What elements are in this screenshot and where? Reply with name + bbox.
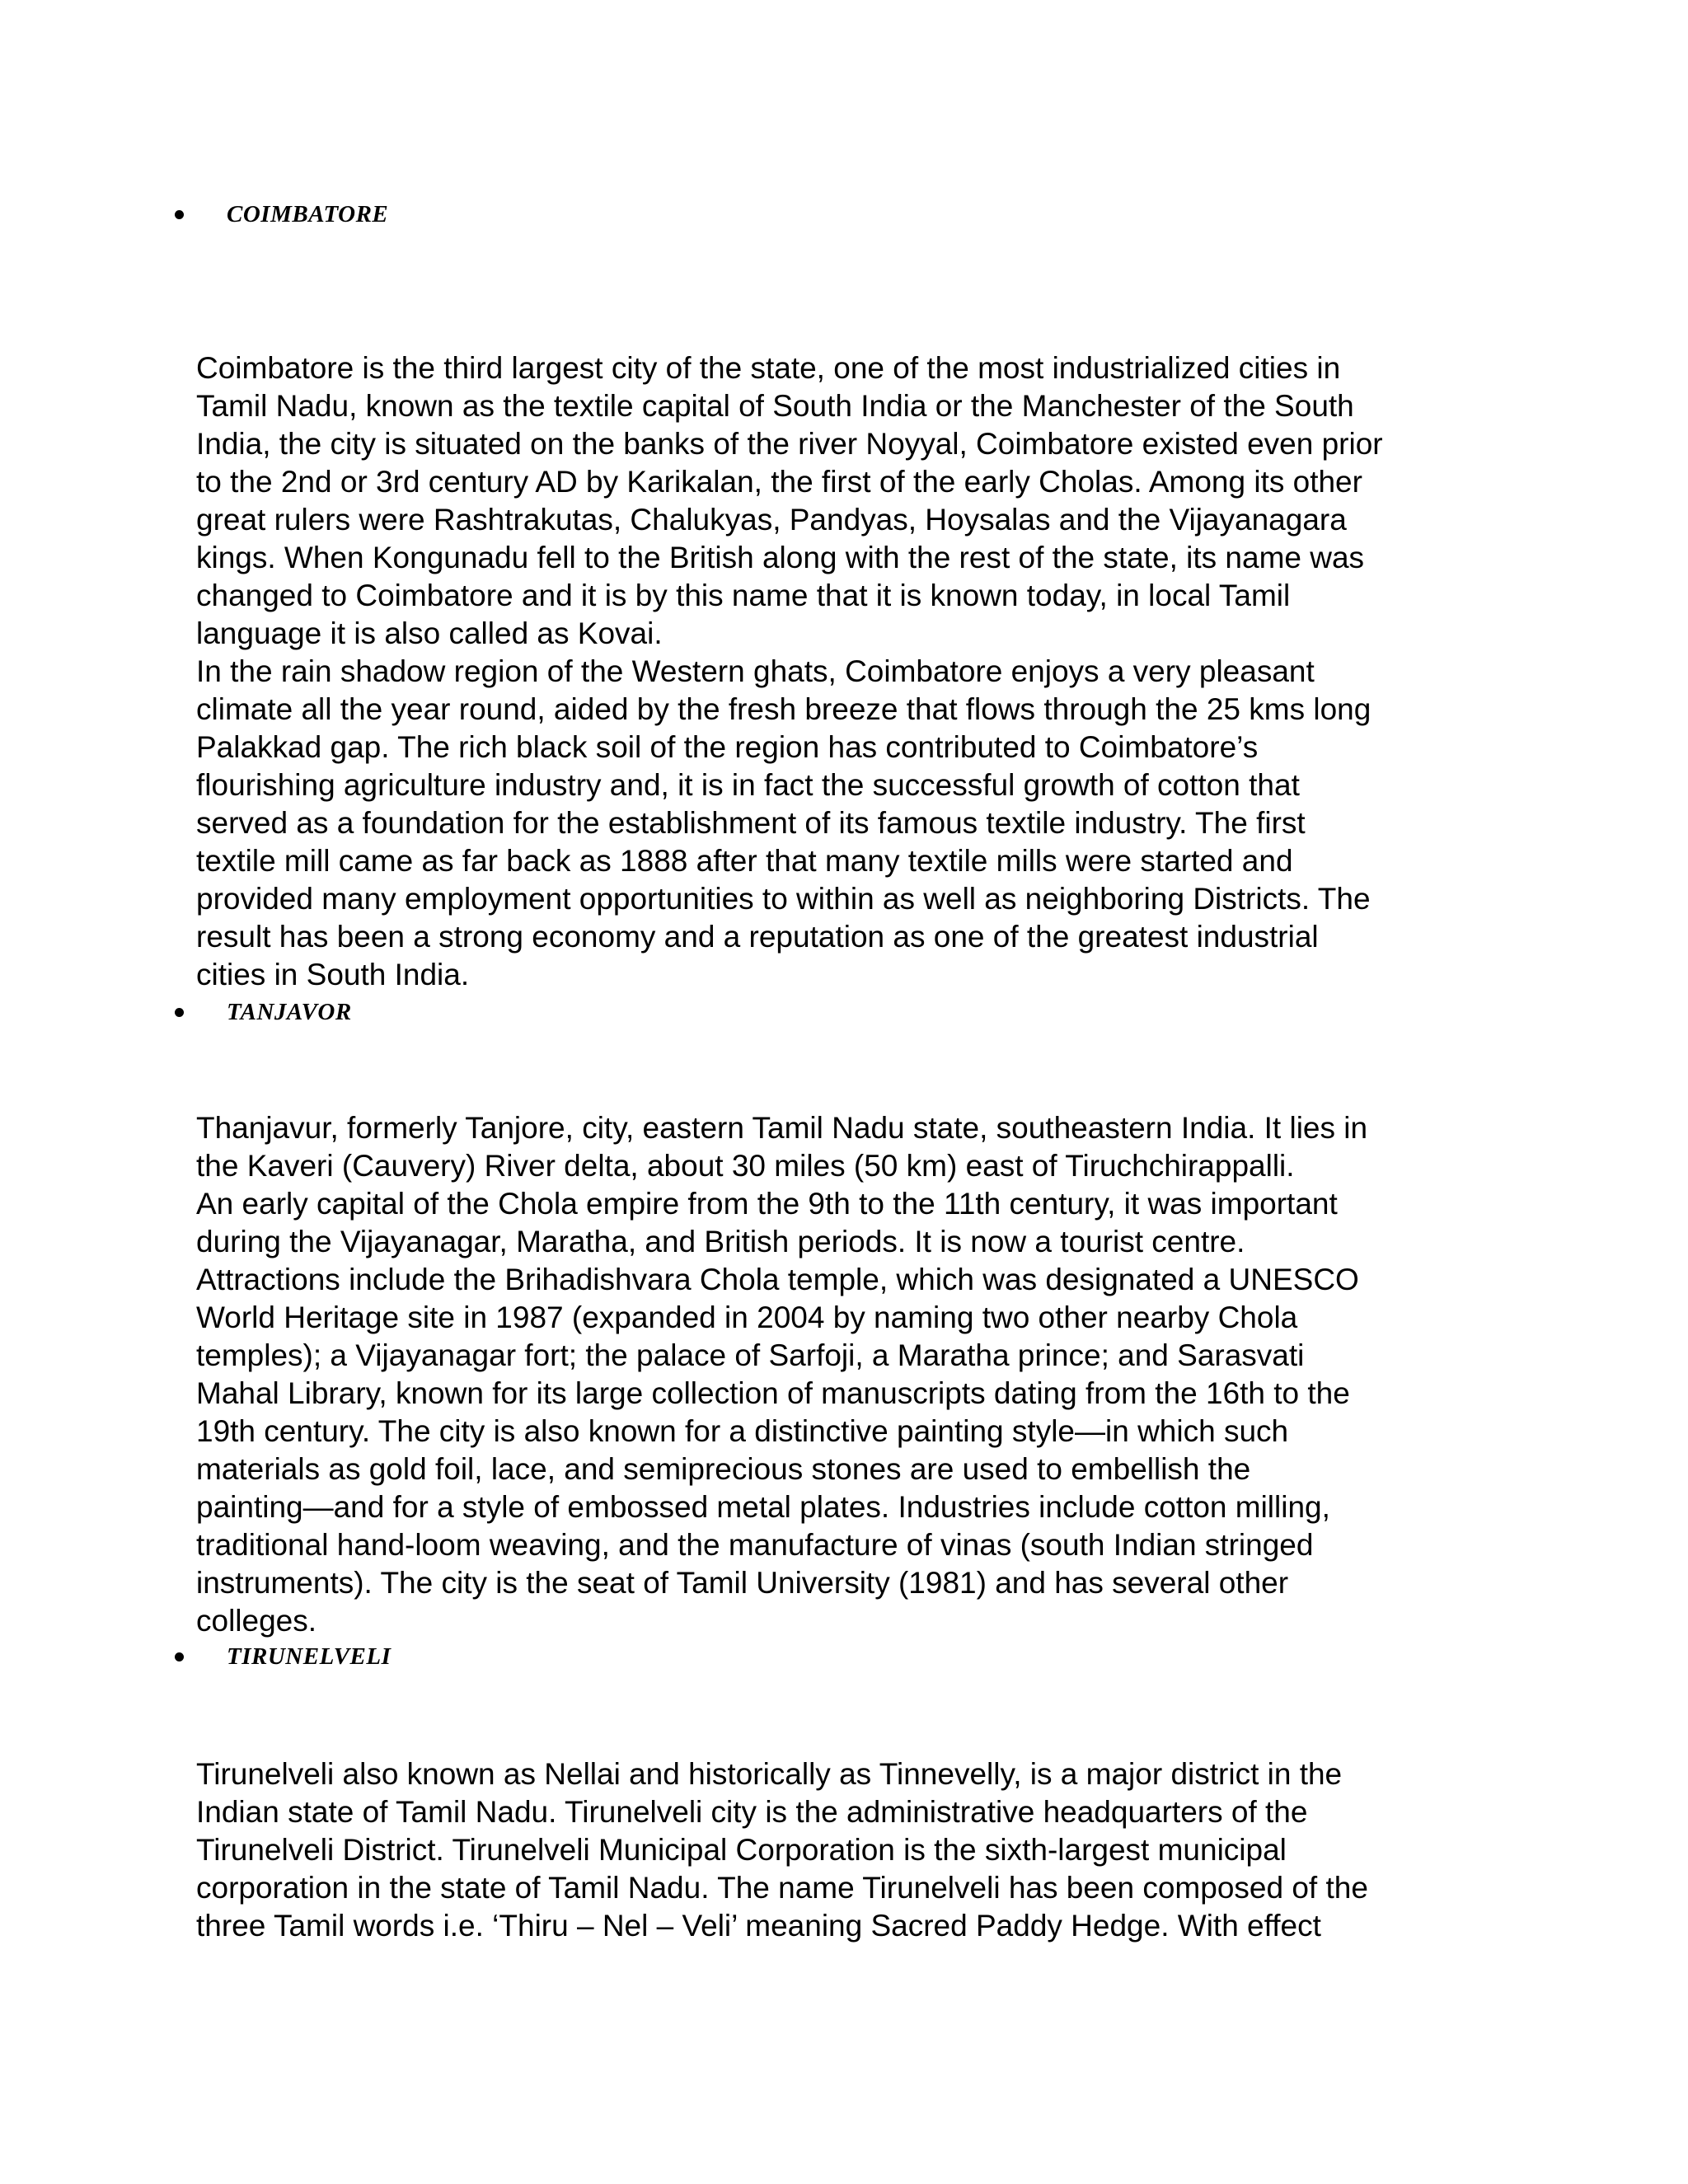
text-line: during the Vijayanagar, Maratha, and British periods. It is now a tourist centre. (196, 1225, 1245, 1258)
text-line: to the 2nd or 3rd century AD by Karikalan, the first of the early Cholas. Among its other (196, 465, 1362, 499)
text-line: materials as gold foil, lace, and semiprecious stones are used to embellish the (196, 1452, 1251, 1486)
bullet-icon (175, 1008, 184, 1017)
text-line: Indian state of Tamil Nadu. Tirunelveli city is the administrative headquarters of the (196, 1795, 1308, 1829)
text-line: World Heritage site in 1987 (expanded in 2004 by naming two other nearby Chola (196, 1301, 1298, 1334)
text-line: cities in South India. (196, 958, 470, 991)
text-line: Coimbatore is the third largest city of the state, one of the most industrialized cities in (196, 351, 1341, 385)
text-line: corporation in the state of Tamil Nadu. The name Tirunelveli has been composed of the (196, 1871, 1368, 1905)
text-line: textile mill came as far back as 1888 after that many textile mills were started and (196, 844, 1293, 878)
text-line: Mahal Library, known for its large collection of manuscripts dating from the 16th to the (196, 1376, 1350, 1410)
bullet-icon (175, 210, 184, 219)
text-line: result has been a strong economy and a reputation as one of the greatest industrial (196, 920, 1319, 954)
bullet-icon (175, 1652, 184, 1661)
text-line: changed to Coimbatore and it is by this name that it is known today, in local Tamil (196, 579, 1291, 612)
text-line: traditional hand-loom weaving, and the manufacture of vinas (south Indian stringed (196, 1528, 1314, 1562)
text-line: Thanjavur, formerly Tanjore, city, eastern Tamil Nadu state, southeastern India. It lies in (196, 1111, 1368, 1145)
text-line: three Tamil words i.e. ‘Thiru – Nel – Veli’ meaning Sacred Paddy Hedge. With effect (196, 1909, 1321, 1943)
section-body-tanjavor (196, 1109, 1515, 1640)
text-line: India, the city is situated on the banks of the river Noyyal, Coimbatore existed even prior (196, 427, 1383, 461)
text-line: climate all the year round, aided by the fresh breeze that flows through the 25 kms long (196, 692, 1372, 726)
section-heading-tanjavor (175, 996, 352, 1029)
text-line: temples); a Vijayanagar fort; the palace of Sarfoji, a Maratha prince; and Sarasvati (196, 1338, 1305, 1372)
text-line: Tirunelveli also known as Nellai and historically as Tinnevelly, is a major district in the (196, 1757, 1343, 1791)
text-line: colleges. (196, 1604, 317, 1638)
section-heading-tirunelveli (175, 1640, 391, 1673)
text-line: flourishing agriculture industry and, it is in fact the successful growth of cotton that (196, 768, 1300, 802)
text-line: the Kaveri (Cauvery) River delta, about 30 miles (50 km) east of Tiruchchirappalli. (196, 1149, 1295, 1183)
text-line: Attractions include the Brihadishvara Chola temple, which was designated a UNESCO (196, 1263, 1359, 1296)
text-line: Tirunelveli District. Tirunelveli Municipal Corporation is the sixth-largest municipal (196, 1833, 1287, 1867)
text-line: language it is also called as Kovai. (196, 616, 663, 650)
heading-text: COIMBATORE (227, 200, 389, 227)
text-line: served as a foundation for the establishment of its famous textile industry. The first (196, 806, 1306, 840)
text-line: In the rain shadow region of the Western ghats, Coimbatore enjoys a very pleasant (196, 654, 1315, 688)
text-line: instruments). The city is the seat of Tamil University (1981) and has several other (196, 1566, 1289, 1600)
heading-text: TIRUNELVELI (227, 1643, 392, 1670)
text-line: provided many employment opportunities to within as well as neighboring Districts. The (196, 882, 1371, 916)
text-line: painting—and for a style of embossed metal plates. Industries include cotton milling, (196, 1490, 1330, 1524)
text-line: great rulers were Rashtrakutas, Chalukyas, Pandyas, Hoysalas and the Vijayanagara (196, 503, 1347, 537)
text-line: kings. When Kongunadu fell to the British along with the rest of the state, its name was (196, 541, 1365, 574)
section-body-tirunelveli (196, 1755, 1515, 1945)
text-line: Palakkad gap. The rich black soil of the region has contributed to Coimbatore’s (196, 730, 1259, 764)
text-line: 19th century. The city is also known for a distinctive painting style—in which such (196, 1414, 1289, 1448)
text-line: Tamil Nadu, known as the textile capital of South India or the Manchester of the South (196, 389, 1354, 423)
text-line: An early capital of the Chola empire from the 9th to the 11th century, it was important (196, 1187, 1338, 1221)
section-body-coimbatore (196, 349, 1515, 994)
heading-text: TANJAVOR (227, 998, 352, 1025)
section-heading-coimbatore (175, 198, 388, 231)
